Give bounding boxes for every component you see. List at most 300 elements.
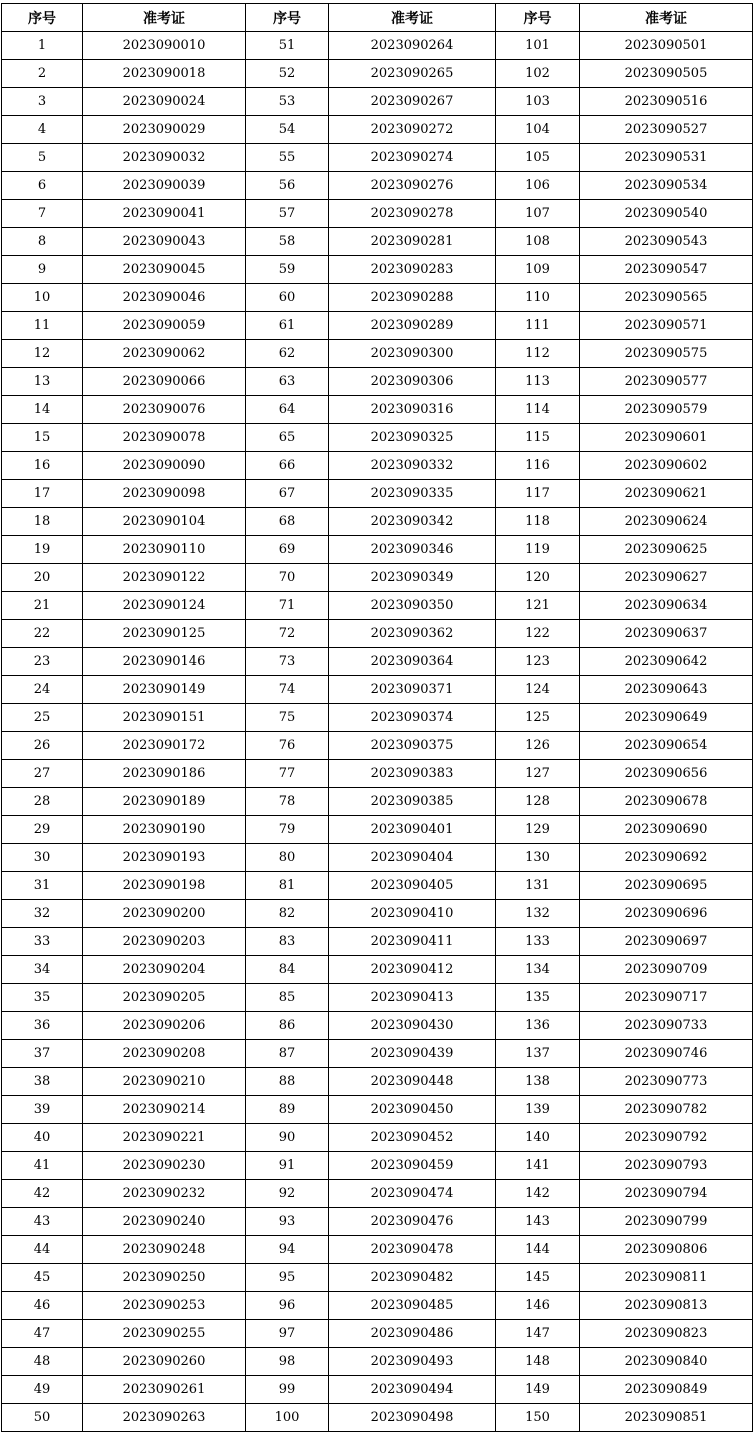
seq-cell: 127 xyxy=(496,760,580,788)
ticket-cell: 2023090090 xyxy=(83,452,246,480)
seq-cell: 53 xyxy=(246,88,329,116)
seq-cell: 35 xyxy=(2,984,83,1012)
table-row xyxy=(2,536,753,564)
seq-cell: 136 xyxy=(496,1012,580,1040)
seq-cell: 149 xyxy=(496,1376,580,1404)
ticket-cell: 2023090385 xyxy=(329,788,496,816)
ticket-cell: 2023090851 xyxy=(580,1404,753,1432)
seq-cell: 108 xyxy=(496,228,580,256)
ticket-cell: 2023090746 xyxy=(580,1040,753,1068)
seq-cell: 110 xyxy=(496,284,580,312)
seq-cell: 38 xyxy=(2,1068,83,1096)
ticket-cell: 2023090452 xyxy=(329,1124,496,1152)
seq-cell: 83 xyxy=(246,928,329,956)
ticket-cell: 2023090045 xyxy=(83,256,246,284)
seq-cell: 64 xyxy=(246,396,329,424)
ticket-cell: 2023090478 xyxy=(329,1236,496,1264)
ticket-cell: 2023090316 xyxy=(329,396,496,424)
header-seq-1: 序号 xyxy=(2,4,83,32)
ticket-cell: 2023090253 xyxy=(83,1292,246,1320)
seq-cell: 147 xyxy=(496,1320,580,1348)
seq-cell: 92 xyxy=(246,1180,329,1208)
seq-cell: 111 xyxy=(496,312,580,340)
seq-cell: 76 xyxy=(246,732,329,760)
header-seq-2: 序号 xyxy=(246,4,329,32)
ticket-cell: 2023090799 xyxy=(580,1208,753,1236)
table-row xyxy=(2,144,753,172)
ticket-cell: 2023090221 xyxy=(83,1124,246,1152)
ticket-cell: 2023090602 xyxy=(580,452,753,480)
ticket-cell: 2023090032 xyxy=(83,144,246,172)
ticket-cell: 2023090283 xyxy=(329,256,496,284)
ticket-cell: 2023090278 xyxy=(329,200,496,228)
table-row xyxy=(2,1208,753,1236)
seq-cell: 74 xyxy=(246,676,329,704)
ticket-cell: 2023090208 xyxy=(83,1040,246,1068)
table-row xyxy=(2,1404,753,1432)
ticket-cell: 2023090813 xyxy=(580,1292,753,1320)
seq-cell: 122 xyxy=(496,620,580,648)
seq-cell: 77 xyxy=(246,760,329,788)
table-row xyxy=(2,816,753,844)
ticket-cell: 2023090697 xyxy=(580,928,753,956)
ticket-cell: 2023090230 xyxy=(83,1152,246,1180)
table-row xyxy=(2,844,753,872)
seq-cell: 134 xyxy=(496,956,580,984)
table-row xyxy=(2,984,753,1012)
seq-cell: 41 xyxy=(2,1152,83,1180)
seq-cell: 140 xyxy=(496,1124,580,1152)
seq-cell: 96 xyxy=(246,1292,329,1320)
seq-cell: 133 xyxy=(496,928,580,956)
ticket-cell: 2023090410 xyxy=(329,900,496,928)
table-row xyxy=(2,1096,753,1124)
seq-cell: 94 xyxy=(246,1236,329,1264)
ticket-cell: 2023090325 xyxy=(329,424,496,452)
ticket-cell: 2023090430 xyxy=(329,1012,496,1040)
ticket-cell: 2023090413 xyxy=(329,984,496,1012)
ticket-cell: 2023090411 xyxy=(329,928,496,956)
seq-cell: 138 xyxy=(496,1068,580,1096)
seq-cell: 68 xyxy=(246,508,329,536)
seq-cell: 56 xyxy=(246,172,329,200)
table-row xyxy=(2,1180,753,1208)
seq-cell: 69 xyxy=(246,536,329,564)
seq-cell: 28 xyxy=(2,788,83,816)
table-row xyxy=(2,620,753,648)
seq-cell: 123 xyxy=(496,648,580,676)
table-row xyxy=(2,60,753,88)
ticket-cell: 2023090634 xyxy=(580,592,753,620)
table-row xyxy=(2,928,753,956)
ticket-cell: 2023090125 xyxy=(83,620,246,648)
ticket-cell: 2023090265 xyxy=(329,60,496,88)
ticket-cell: 2023090412 xyxy=(329,956,496,984)
ticket-cell: 2023090575 xyxy=(580,340,753,368)
ticket-cell: 2023090335 xyxy=(329,480,496,508)
ticket-cell: 2023090189 xyxy=(83,788,246,816)
ticket-cell: 2023090371 xyxy=(329,676,496,704)
table-row xyxy=(2,452,753,480)
seq-cell: 48 xyxy=(2,1348,83,1376)
table-row xyxy=(2,872,753,900)
table-row xyxy=(2,396,753,424)
table-row xyxy=(2,1012,753,1040)
ticket-cell: 2023090255 xyxy=(83,1320,246,1348)
ticket-cell: 2023090823 xyxy=(580,1320,753,1348)
ticket-cell: 2023090493 xyxy=(329,1348,496,1376)
ticket-cell: 2023090261 xyxy=(83,1376,246,1404)
seq-cell: 146 xyxy=(496,1292,580,1320)
ticket-cell: 2023090579 xyxy=(580,396,753,424)
ticket-cell: 2023090350 xyxy=(329,592,496,620)
seq-cell: 82 xyxy=(246,900,329,928)
ticket-cell: 2023090792 xyxy=(580,1124,753,1152)
table-row xyxy=(2,88,753,116)
seq-cell: 107 xyxy=(496,200,580,228)
ticket-cell: 2023090300 xyxy=(329,340,496,368)
ticket-cell: 2023090696 xyxy=(580,900,753,928)
seq-cell: 99 xyxy=(246,1376,329,1404)
ticket-cell: 2023090405 xyxy=(329,872,496,900)
ticket-cell: 2023090203 xyxy=(83,928,246,956)
table-row xyxy=(2,480,753,508)
ticket-cell: 2023090076 xyxy=(83,396,246,424)
ticket-cell: 2023090505 xyxy=(580,60,753,88)
ticket-cell: 2023090078 xyxy=(83,424,246,452)
seq-cell: 45 xyxy=(2,1264,83,1292)
ticket-cell: 2023090206 xyxy=(83,1012,246,1040)
table-row xyxy=(2,508,753,536)
ticket-cell: 2023090678 xyxy=(580,788,753,816)
table-row xyxy=(2,592,753,620)
table-row xyxy=(2,312,753,340)
seq-cell: 46 xyxy=(2,1292,83,1320)
table-row xyxy=(2,1040,753,1068)
ticket-cell: 2023090190 xyxy=(83,816,246,844)
ticket-cell: 2023090041 xyxy=(83,200,246,228)
ticket-cell: 2023090124 xyxy=(83,592,246,620)
ticket-cell: 2023090281 xyxy=(329,228,496,256)
seq-cell: 102 xyxy=(496,60,580,88)
ticket-cell: 2023090289 xyxy=(329,312,496,340)
seq-cell: 73 xyxy=(246,648,329,676)
ticket-cell: 2023090260 xyxy=(83,1348,246,1376)
ticket-cell: 2023090627 xyxy=(580,564,753,592)
ticket-cell: 2023090272 xyxy=(329,116,496,144)
seq-cell: 89 xyxy=(246,1096,329,1124)
ticket-cell: 2023090039 xyxy=(83,172,246,200)
table-row xyxy=(2,788,753,816)
ticket-cell: 2023090450 xyxy=(329,1096,496,1124)
seq-cell: 19 xyxy=(2,536,83,564)
ticket-cell: 2023090709 xyxy=(580,956,753,984)
seq-cell: 2 xyxy=(2,60,83,88)
seq-cell: 128 xyxy=(496,788,580,816)
seq-cell: 121 xyxy=(496,592,580,620)
header-seq-3: 序号 xyxy=(496,4,580,32)
seq-cell: 60 xyxy=(246,284,329,312)
table-row xyxy=(2,956,753,984)
seq-cell: 72 xyxy=(246,620,329,648)
ticket-cell: 2023090205 xyxy=(83,984,246,1012)
ticket-cell: 2023090806 xyxy=(580,1236,753,1264)
ticket-cell: 2023090046 xyxy=(83,284,246,312)
seq-cell: 100 xyxy=(246,1404,329,1432)
seq-cell: 8 xyxy=(2,228,83,256)
seq-cell: 113 xyxy=(496,368,580,396)
ticket-cell: 2023090122 xyxy=(83,564,246,592)
table-row xyxy=(2,172,753,200)
ticket-cell: 2023090374 xyxy=(329,704,496,732)
ticket-cell: 2023090547 xyxy=(580,256,753,284)
seq-cell: 119 xyxy=(496,536,580,564)
table-row xyxy=(2,1236,753,1264)
ticket-cell: 2023090146 xyxy=(83,648,246,676)
seq-cell: 124 xyxy=(496,676,580,704)
table-row xyxy=(2,760,753,788)
seq-cell: 90 xyxy=(246,1124,329,1152)
seq-cell: 40 xyxy=(2,1124,83,1152)
table-row xyxy=(2,284,753,312)
ticket-cell: 2023090401 xyxy=(329,816,496,844)
ticket-cell: 2023090494 xyxy=(329,1376,496,1404)
seq-cell: 5 xyxy=(2,144,83,172)
seq-cell: 103 xyxy=(496,88,580,116)
ticket-cell: 2023090404 xyxy=(329,844,496,872)
ticket-cell: 2023090717 xyxy=(580,984,753,1012)
seq-cell: 16 xyxy=(2,452,83,480)
table-row xyxy=(2,676,753,704)
table-row xyxy=(2,1124,753,1152)
seq-cell: 95 xyxy=(246,1264,329,1292)
seq-cell: 59 xyxy=(246,256,329,284)
ticket-cell: 2023090625 xyxy=(580,536,753,564)
ticket-cell: 2023090018 xyxy=(83,60,246,88)
header-ticket-3: 准考证 xyxy=(580,4,753,32)
seq-cell: 3 xyxy=(2,88,83,116)
seq-cell: 101 xyxy=(496,32,580,60)
table-row xyxy=(2,1152,753,1180)
ticket-cell: 2023090577 xyxy=(580,368,753,396)
seq-cell: 114 xyxy=(496,396,580,424)
table-row xyxy=(2,340,753,368)
seq-cell: 112 xyxy=(496,340,580,368)
ticket-cell: 2023090204 xyxy=(83,956,246,984)
seq-cell: 37 xyxy=(2,1040,83,1068)
table-row xyxy=(2,424,753,452)
seq-cell: 139 xyxy=(496,1096,580,1124)
seq-cell: 129 xyxy=(496,816,580,844)
ticket-cell: 2023090383 xyxy=(329,760,496,788)
ticket-cell: 2023090151 xyxy=(83,704,246,732)
seq-cell: 39 xyxy=(2,1096,83,1124)
seq-cell: 115 xyxy=(496,424,580,452)
ticket-cell: 2023090200 xyxy=(83,900,246,928)
ticket-cell: 2023090840 xyxy=(580,1348,753,1376)
seq-cell: 70 xyxy=(246,564,329,592)
seq-cell: 66 xyxy=(246,452,329,480)
ticket-cell: 2023090375 xyxy=(329,732,496,760)
table-row xyxy=(2,228,753,256)
ticket-cell: 2023090263 xyxy=(83,1404,246,1432)
ticket-cell: 2023090531 xyxy=(580,144,753,172)
seq-cell: 18 xyxy=(2,508,83,536)
seq-cell: 25 xyxy=(2,704,83,732)
ticket-cell: 2023090232 xyxy=(83,1180,246,1208)
ticket-cell: 2023090621 xyxy=(580,480,753,508)
seq-cell: 142 xyxy=(496,1180,580,1208)
ticket-cell: 2023090274 xyxy=(329,144,496,172)
seq-cell: 145 xyxy=(496,1264,580,1292)
ticket-cell: 2023090849 xyxy=(580,1376,753,1404)
ticket-cell: 2023090172 xyxy=(83,732,246,760)
seq-cell: 98 xyxy=(246,1348,329,1376)
seq-cell: 32 xyxy=(2,900,83,928)
ticket-cell: 2023090059 xyxy=(83,312,246,340)
ticket-cell: 2023090066 xyxy=(83,368,246,396)
ticket-cell: 2023090565 xyxy=(580,284,753,312)
ticket-cell: 2023090342 xyxy=(329,508,496,536)
seq-cell: 87 xyxy=(246,1040,329,1068)
ticket-cell: 2023090062 xyxy=(83,340,246,368)
seq-cell: 44 xyxy=(2,1236,83,1264)
ticket-cell: 2023090793 xyxy=(580,1152,753,1180)
seq-cell: 26 xyxy=(2,732,83,760)
seq-cell: 30 xyxy=(2,844,83,872)
ticket-cell: 2023090527 xyxy=(580,116,753,144)
ticket-cell: 2023090482 xyxy=(329,1264,496,1292)
seq-cell: 36 xyxy=(2,1012,83,1040)
seq-cell: 80 xyxy=(246,844,329,872)
seq-cell: 84 xyxy=(246,956,329,984)
seq-cell: 75 xyxy=(246,704,329,732)
ticket-cell: 2023090486 xyxy=(329,1320,496,1348)
seq-cell: 4 xyxy=(2,116,83,144)
ticket-cell: 2023090643 xyxy=(580,676,753,704)
ticket-cell: 2023090043 xyxy=(83,228,246,256)
seq-cell: 65 xyxy=(246,424,329,452)
table-row xyxy=(2,900,753,928)
seq-cell: 104 xyxy=(496,116,580,144)
seq-cell: 67 xyxy=(246,480,329,508)
ticket-cell: 2023090332 xyxy=(329,452,496,480)
ticket-cell: 2023090474 xyxy=(329,1180,496,1208)
seq-cell: 23 xyxy=(2,648,83,676)
seq-cell: 54 xyxy=(246,116,329,144)
seq-cell: 61 xyxy=(246,312,329,340)
seq-cell: 11 xyxy=(2,312,83,340)
ticket-cell: 2023090642 xyxy=(580,648,753,676)
table-row xyxy=(2,200,753,228)
seq-cell: 143 xyxy=(496,1208,580,1236)
ticket-cell: 2023090637 xyxy=(580,620,753,648)
ticket-cell: 2023090240 xyxy=(83,1208,246,1236)
table-row xyxy=(2,1320,753,1348)
ticket-cell: 2023090288 xyxy=(329,284,496,312)
ticket-cell: 2023090264 xyxy=(329,32,496,60)
seq-cell: 118 xyxy=(496,508,580,536)
table-body xyxy=(2,32,753,1432)
ticket-cell: 2023090656 xyxy=(580,760,753,788)
seq-cell: 125 xyxy=(496,704,580,732)
seq-cell: 79 xyxy=(246,816,329,844)
seq-cell: 63 xyxy=(246,368,329,396)
seq-cell: 52 xyxy=(246,60,329,88)
ticket-cell: 2023090276 xyxy=(329,172,496,200)
seq-cell: 130 xyxy=(496,844,580,872)
seq-cell: 33 xyxy=(2,928,83,956)
ticket-cell: 2023090364 xyxy=(329,648,496,676)
seq-cell: 117 xyxy=(496,480,580,508)
seq-cell: 132 xyxy=(496,900,580,928)
seq-cell: 85 xyxy=(246,984,329,1012)
ticket-cell: 2023090811 xyxy=(580,1264,753,1292)
seq-cell: 17 xyxy=(2,480,83,508)
seq-cell: 106 xyxy=(496,172,580,200)
seq-cell: 78 xyxy=(246,788,329,816)
seq-cell: 141 xyxy=(496,1152,580,1180)
seq-cell: 148 xyxy=(496,1348,580,1376)
ticket-cell: 2023090624 xyxy=(580,508,753,536)
seq-cell: 27 xyxy=(2,760,83,788)
seq-cell: 120 xyxy=(496,564,580,592)
ticket-cell: 2023090349 xyxy=(329,564,496,592)
seq-cell: 15 xyxy=(2,424,83,452)
ticket-cell: 2023090695 xyxy=(580,872,753,900)
table-row xyxy=(2,704,753,732)
seq-cell: 42 xyxy=(2,1180,83,1208)
seq-cell: 50 xyxy=(2,1404,83,1432)
table-row xyxy=(2,648,753,676)
ticket-cell: 2023090794 xyxy=(580,1180,753,1208)
ticket-cell: 2023090459 xyxy=(329,1152,496,1180)
ticket-cell: 2023090362 xyxy=(329,620,496,648)
ticket-cell: 2023090498 xyxy=(329,1404,496,1432)
ticket-cell: 2023090346 xyxy=(329,536,496,564)
seq-cell: 34 xyxy=(2,956,83,984)
seq-cell: 29 xyxy=(2,816,83,844)
ticket-cell: 2023090010 xyxy=(83,32,246,60)
seq-cell: 57 xyxy=(246,200,329,228)
seq-cell: 31 xyxy=(2,872,83,900)
ticket-cell: 2023090250 xyxy=(83,1264,246,1292)
seq-cell: 105 xyxy=(496,144,580,172)
ticket-cell: 2023090098 xyxy=(83,480,246,508)
seq-cell: 24 xyxy=(2,676,83,704)
ticket-cell: 2023090024 xyxy=(83,88,246,116)
table-row xyxy=(2,116,753,144)
ticket-cell: 2023090193 xyxy=(83,844,246,872)
seq-cell: 10 xyxy=(2,284,83,312)
table-row xyxy=(2,1264,753,1292)
seq-cell: 97 xyxy=(246,1320,329,1348)
table-row xyxy=(2,32,753,60)
ticket-cell: 2023090690 xyxy=(580,816,753,844)
seq-cell: 43 xyxy=(2,1208,83,1236)
seq-cell: 51 xyxy=(246,32,329,60)
seq-cell: 1 xyxy=(2,32,83,60)
table-row xyxy=(2,1376,753,1404)
ticket-cell: 2023090448 xyxy=(329,1068,496,1096)
ticket-cell: 2023090306 xyxy=(329,368,496,396)
seq-cell: 22 xyxy=(2,620,83,648)
table-row xyxy=(2,368,753,396)
seq-cell: 9 xyxy=(2,256,83,284)
seq-cell: 116 xyxy=(496,452,580,480)
ticket-cell: 2023090110 xyxy=(83,536,246,564)
seq-cell: 55 xyxy=(246,144,329,172)
